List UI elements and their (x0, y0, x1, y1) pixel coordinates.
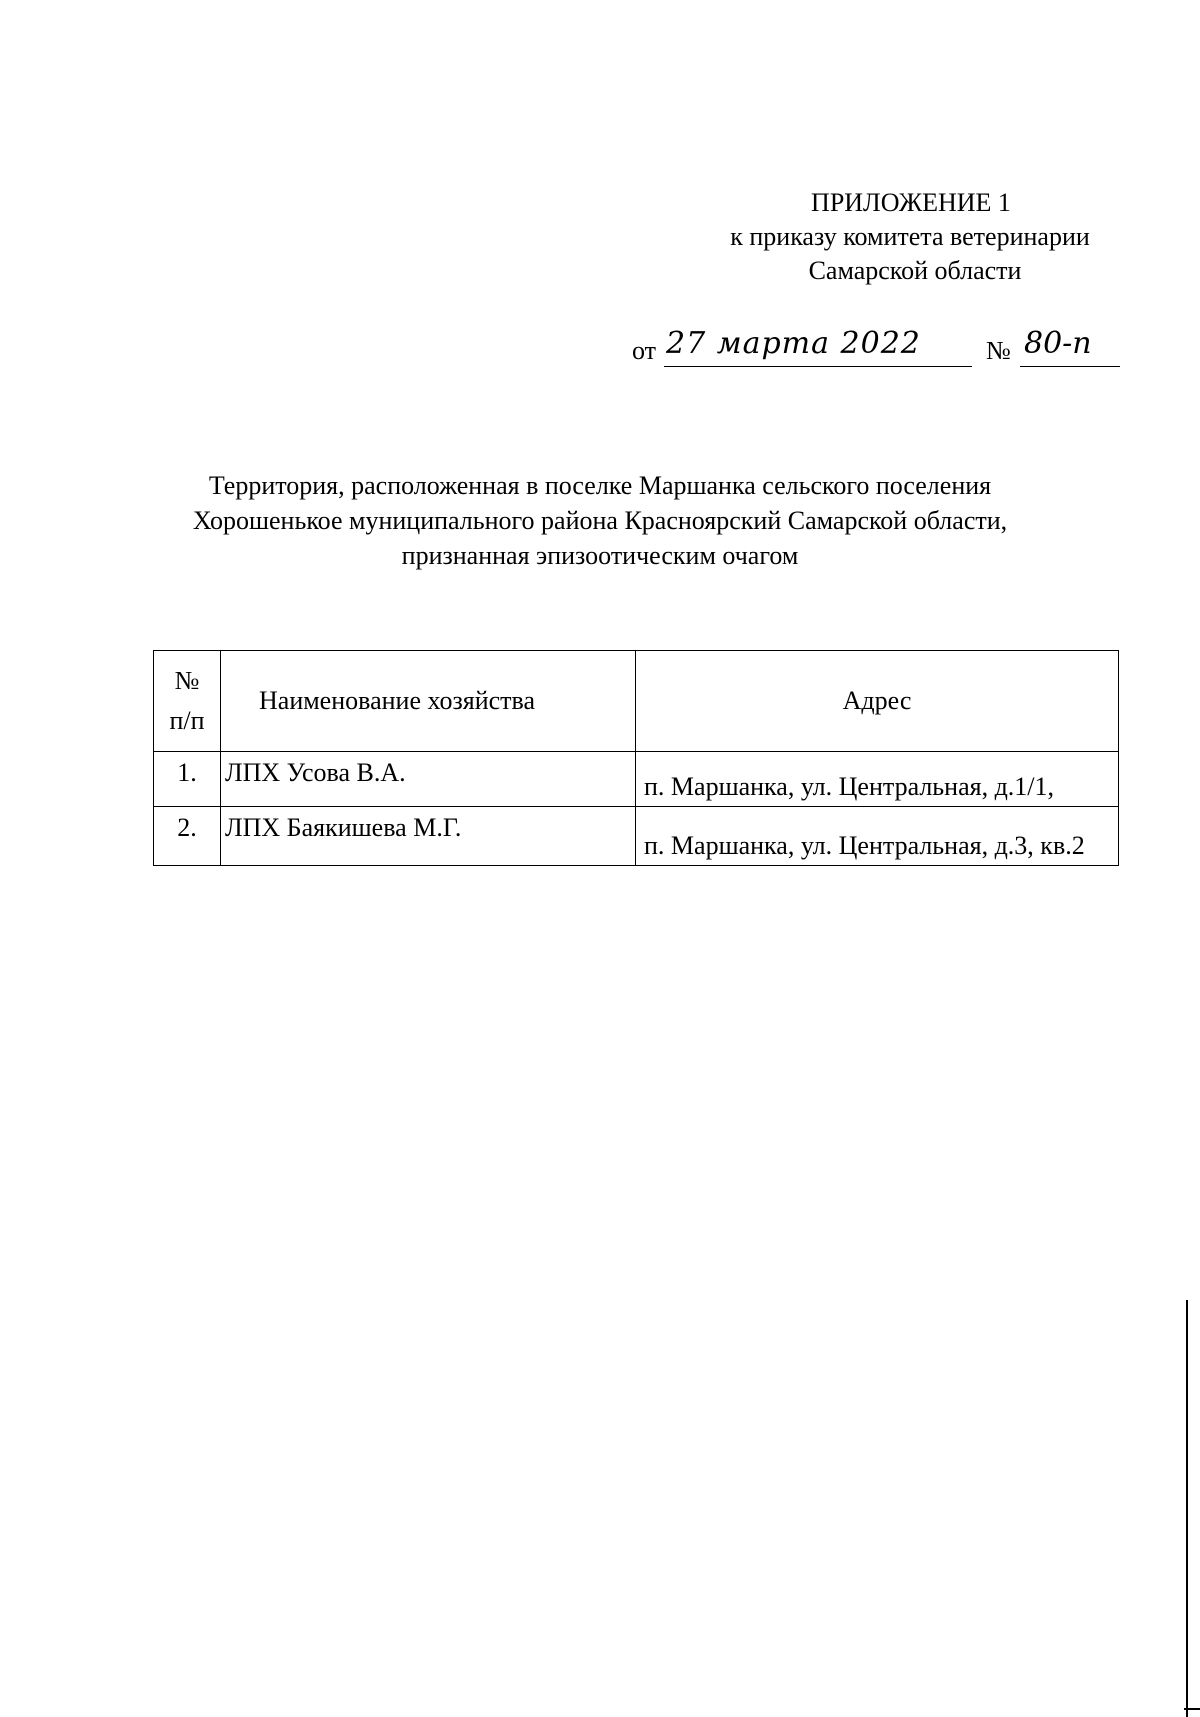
header-number (154, 651, 221, 752)
order-number-label: № (986, 336, 1011, 365)
date-underline (664, 366, 972, 367)
table-header-row (154, 651, 1119, 752)
header-address: Адрес (636, 651, 1119, 752)
appendix-reference: к приказу комитета ветеринарии (730, 222, 1090, 251)
farms-table (153, 650, 1119, 866)
header-number-sign: № (174, 666, 200, 695)
header-number-abbr: п/п (169, 706, 205, 735)
appendix-header (680, 186, 1140, 288)
row-address: п. Маршанка, ул. Центральная, д.3, кв.2 (636, 807, 1119, 866)
row-farm-name: ЛПХ Баякишева М.Г. (221, 807, 636, 866)
document-title (150, 468, 1050, 573)
header-farm-name: Наименование хозяйства (221, 651, 636, 752)
title-line-1: Территория, расположенная в поселке Маршанка сельского поселения (208, 471, 992, 500)
title-line-2: Хорошенькое муниципального района Красноярский Самарской области, (192, 506, 1008, 535)
row-number: 2. (154, 807, 221, 866)
order-date-number-line (632, 326, 1132, 370)
title-line-3: признанная эпизоотическим очагом (401, 541, 799, 570)
appendix-title: ПРИЛОЖЕНИЕ 1 (811, 188, 1011, 217)
scan-edge-corner (1184, 1708, 1200, 1710)
order-from-label: от (632, 336, 657, 365)
row-address: п. Маршанка, ул. Центральная, д.1/1, (636, 752, 1119, 807)
table-row (154, 807, 1119, 866)
table-row (154, 752, 1119, 807)
number-underline (1020, 366, 1120, 367)
handwritten-date: 27 марта 2022 (666, 326, 921, 361)
handwritten-order-number: 80-п (1024, 326, 1092, 361)
appendix-region: Самарской области (808, 256, 1022, 285)
row-number: 1. (154, 752, 221, 807)
row-farm-name: ЛПХ Усова В.А. (221, 752, 636, 807)
scan-edge-line (1186, 1300, 1188, 1717)
